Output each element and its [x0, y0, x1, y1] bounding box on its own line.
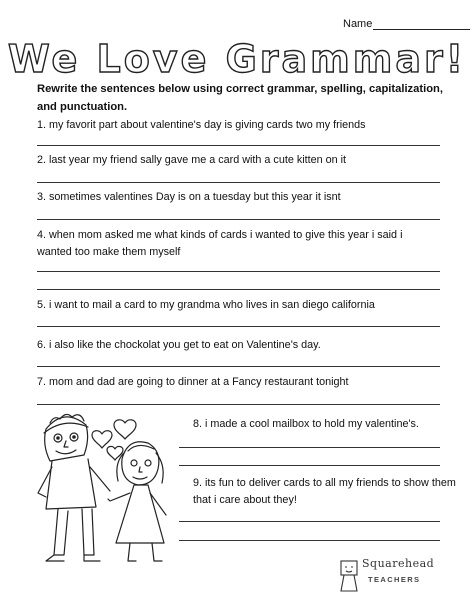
- squarehead-teachers-logo: [338, 553, 458, 595]
- question-1: 1. my favorit part about valentine's day is giving cards two my friends: [37, 119, 366, 131]
- answer-line-8a[interactable]: [179, 447, 440, 448]
- answer-line-3[interactable]: [37, 219, 440, 220]
- valentine-couple-drawing: [30, 393, 180, 573]
- answer-line-6[interactable]: [37, 366, 440, 367]
- question-2: 2. last year my friend sally gave me a card with a cute kitten on it: [37, 154, 347, 166]
- name-blank-line[interactable]: [373, 18, 470, 30]
- logo-subtitle: TEACHERS: [368, 575, 421, 584]
- question-9: 9. its fun to deliver cards to all my friends to show them: [193, 477, 456, 489]
- answer-line-9a[interactable]: [179, 521, 440, 522]
- question-9-cont: that i care about they!: [193, 494, 297, 506]
- name-label: Name: [343, 18, 373, 30]
- page-title: [0, 36, 474, 80]
- answer-line-2[interactable]: [37, 182, 440, 183]
- answer-line-4b[interactable]: [37, 289, 440, 290]
- question-4-cont: wanted too make them myself: [37, 246, 181, 258]
- question-8: 8. i made a cool mailbox to hold my valentine's.: [193, 418, 419, 430]
- answer-line-9b[interactable]: [179, 540, 440, 541]
- name-field: [343, 18, 470, 30]
- question-7: 7. mom and dad are going to dinner at a Fancy restaurant tonight: [37, 376, 349, 388]
- answer-line-5[interactable]: [37, 326, 440, 327]
- page-title-text: We Love Grammar!: [7, 37, 467, 80]
- answer-line-4a[interactable]: [37, 271, 440, 272]
- question-5: 5. i want to mail a card to my grandma who lives in san diego california: [37, 299, 375, 311]
- answer-line-1[interactable]: [37, 145, 440, 146]
- question-6: 6. i also like the chockolat you get to eat on Valentine's day.: [37, 339, 321, 351]
- question-3: 3. sometimes valentines Day is on a tuesday but this year it isnt: [37, 191, 341, 203]
- instructions: Rewrite the sentences below using correct grammar, spelling, capitalization, and punctuation.: [37, 83, 443, 113]
- logo-name: Squarehead: [362, 557, 435, 570]
- answer-line-8b[interactable]: [179, 465, 440, 466]
- question-4: 4. when mom asked me what kinds of cards i wanted to give this year i said i: [37, 229, 403, 241]
